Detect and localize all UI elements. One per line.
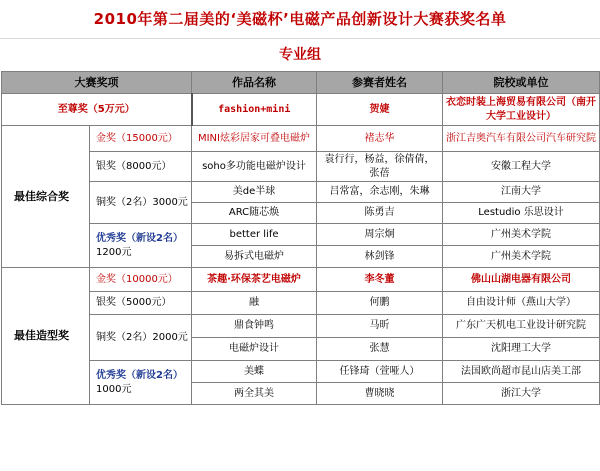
unit-name: 沈阳理工大学 bbox=[443, 338, 600, 361]
header-award: 大赛奖项 bbox=[2, 72, 192, 94]
unit-name: Lestudio 乐思设计 bbox=[443, 203, 600, 224]
participant-name: 吕常富，余志刚，朱琳 bbox=[317, 182, 443, 203]
top-award-name: 贺婕 bbox=[317, 94, 443, 126]
work-title: better life bbox=[192, 224, 317, 246]
work-title: 电磁炉设计 bbox=[192, 338, 317, 361]
participant-name: 陈勇吉 bbox=[317, 203, 443, 224]
work-title: 茶趣·环保茶艺电磁炉 bbox=[192, 268, 317, 292]
award-label-line2: 1000元 bbox=[96, 383, 132, 395]
participant-name: 李冬董 bbox=[317, 268, 443, 292]
work-title: 两全其美 bbox=[192, 383, 317, 405]
participant-name: 袁行行，杨益，徐倩倩，张蓓 bbox=[317, 152, 443, 182]
top-award-unit: 衣恋时装上海贸易有限公司（南开大学工业设计） bbox=[443, 94, 600, 126]
work-title: soho多功能电磁炉设计 bbox=[192, 152, 317, 182]
work-title: MINI炫彩居家可叠电磁炉 bbox=[192, 126, 317, 152]
category-label: 最佳综合奖 bbox=[2, 126, 90, 268]
work-title: ARC随芯焕 bbox=[192, 203, 317, 224]
page-title: 2010年第二届美的‘美磁杯’电磁产品创新设计大赛获奖名单 bbox=[93, 10, 507, 28]
header-name: 参赛者姓名 bbox=[317, 72, 443, 94]
participant-name: 曹晓晓 bbox=[317, 383, 443, 405]
award-label-line1: 优秀奖（新设2名） bbox=[96, 369, 183, 381]
header-work: 作品名称 bbox=[192, 72, 317, 94]
awards-table bbox=[1, 71, 600, 405]
unit-name: 安徽工程大学 bbox=[443, 152, 600, 182]
work-title: 易拆式电磁炉 bbox=[192, 246, 317, 268]
table-row bbox=[2, 182, 600, 203]
header-row bbox=[2, 72, 600, 94]
top-award-work: fashion+mini bbox=[192, 94, 317, 126]
participant-name: 周宗炯 bbox=[317, 224, 443, 246]
group-title: 专业组 bbox=[0, 38, 600, 71]
award-label: 铜奖（2名）3000元 bbox=[90, 182, 192, 224]
table-row bbox=[2, 224, 600, 246]
table-row bbox=[2, 126, 600, 152]
award-label: 铜奖（2名）2000元 bbox=[90, 315, 192, 361]
award-label-line1: 优秀奖（新设2名） bbox=[96, 232, 183, 244]
work-title: 美蝶 bbox=[192, 361, 317, 383]
work-title: 融 bbox=[192, 292, 317, 315]
table-row bbox=[2, 361, 600, 383]
participant-name: 马昕 bbox=[317, 315, 443, 338]
top-award-row bbox=[2, 94, 600, 126]
unit-name: 广州美术学院 bbox=[443, 246, 600, 268]
award-label-line2: 1200元 bbox=[96, 246, 132, 258]
unit-name: 广州美术学院 bbox=[443, 224, 600, 246]
award-label: 银奖（5000元） bbox=[90, 292, 192, 315]
table-row bbox=[2, 268, 600, 292]
unit-name: 浙江大学 bbox=[443, 383, 600, 405]
participant-name: 张慧 bbox=[317, 338, 443, 361]
unit-name: 自由设计师（燕山大学） bbox=[443, 292, 600, 315]
award-label: 金奖（10000元） bbox=[90, 268, 192, 292]
participant-name: 任锋琦（萱哑人） bbox=[317, 361, 443, 383]
header-unit: 院校或单位 bbox=[443, 72, 600, 94]
participant-name: 林剑锋 bbox=[317, 246, 443, 268]
table-row bbox=[2, 152, 600, 182]
unit-name: 佛山山湖电器有限公司 bbox=[443, 268, 600, 292]
award-label: 银奖（8000元） bbox=[90, 152, 192, 182]
participant-name: 褚志华 bbox=[317, 126, 443, 152]
table-row bbox=[2, 315, 600, 338]
category-label: 最佳造型奖 bbox=[2, 268, 90, 405]
unit-name: 江南大学 bbox=[443, 182, 600, 203]
unit-name: 广东广天机电工业设计研究院 bbox=[443, 315, 600, 338]
unit-name: 法国欧尚超市昆山店美工部 bbox=[443, 361, 600, 383]
table-row bbox=[2, 292, 600, 315]
unit-name: 浙江吉奥汽车有限公司汽车研究院 bbox=[443, 126, 600, 152]
top-award-label: 至尊奖（5万元） bbox=[2, 94, 192, 126]
award-label bbox=[90, 224, 192, 268]
work-title: 鼎食钟鸣 bbox=[192, 315, 317, 338]
award-label bbox=[90, 361, 192, 405]
award-label: 金奖（15000元） bbox=[90, 126, 192, 152]
participant-name: 何鹏 bbox=[317, 292, 443, 315]
work-title: 美de半球 bbox=[192, 182, 317, 203]
